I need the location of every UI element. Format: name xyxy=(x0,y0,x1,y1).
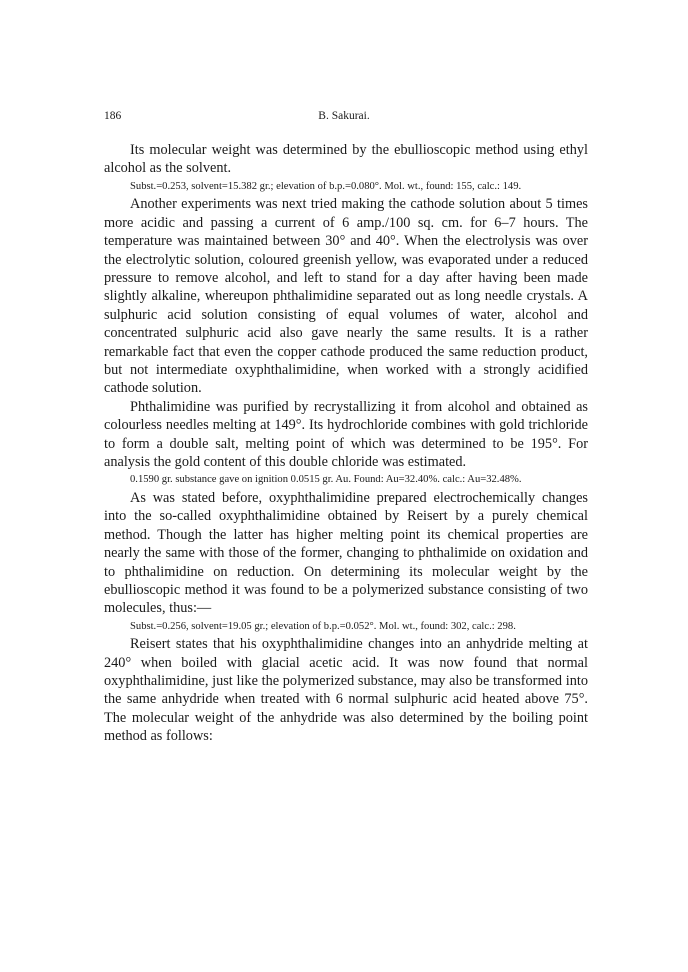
data-line-molecular-weight: Subst.=0.253, solvent=15.382 gr.; elevation of b.p.=0.080°. Mol. wt., found: 155, calc.: 149. xyxy=(130,180,522,192)
paragraph-acidic-experiment: Another experiments was next tried making the cathode solution about 5 times more acidic and passing a current of 6 amp./100 sq. cm. for 6–7 hours. The temperature was maintained between 30° and 40°. When the electrolysis was over the electrolytic solution, coloured greenish yellow, was evaporated under a reduced pressure to remove alcohol, and left to stand for a day after having been made slightly alkaline, whereupon phthalimidine separated out as long needle crystals. A sulphuric acid solution consisting of equal volumes of water, alcohol and concentrated sulphuric acid also gave nearly the same results. It is a rather remarkable fact that even the copper cathode produced the same reduction product, but not intermediate oxyphthalimidine, when worked with a strongly acidified cathode solution. xyxy=(104,196,588,397)
paragraph-oxyphthalimidine: As was stated before, oxyphthalimidine prepared electrochemically changes into the so-called oxyphthalimidine obtained by Reisert by a purely chemical method. Though the latter has higher melting point its chemical properties are nearly the same with those of the former, changing to phthalimide on oxidation and to phthalimidine on reduction. On determining its molecular weight by the ebullioscopic method it was found to be a polymerized substance consisting of two molecules, thus:— xyxy=(104,489,588,617)
page-number: 186 xyxy=(104,110,122,122)
data-line-gold-analysis: 0.1590 gr. substance gave on ignition 0.0515 gr. Au. Found: Au=32.40%. calc.: Au=32.48%. xyxy=(130,474,522,486)
paragraph-molecular-weight: Its molecular weight was determined by the ebullioscopic method using ethyl alcohol as the solvent. xyxy=(104,142,588,177)
page-header xyxy=(104,110,584,126)
data-line-polymer-weight: Subst.=0.256, solvent=19.05 gr.; elevation of b.p.=0.052°. Mol. wt., found: 302, calc.: 298. xyxy=(130,620,516,632)
paragraph-anhydride: Reisert states that his oxyphthalimidine changes into an anhydride melting at 240° when boiled with glacial acetic acid. It was now found that normal oxyphthalimidine, just like the polymerized substance, may also be transformed into the same anhydride when treated with 6 normal sulphuric acid heated above 75°. The molecular weight of the anhydride was also determined by the boiling point method as follows: xyxy=(104,636,588,745)
running-head: B. Sakurai. xyxy=(318,110,370,122)
page-body xyxy=(104,141,588,746)
paragraph-phthalimidine-purification: Phthalimidine was purified by recrystallizing it from alcohol and obtained as colourless needles melting at 149°. Its hydrochloride combines with gold trichloride to form a double salt, melting point of which was determined to be 195°. For analysis the gold content of this double chloride was estimated. xyxy=(104,398,588,470)
